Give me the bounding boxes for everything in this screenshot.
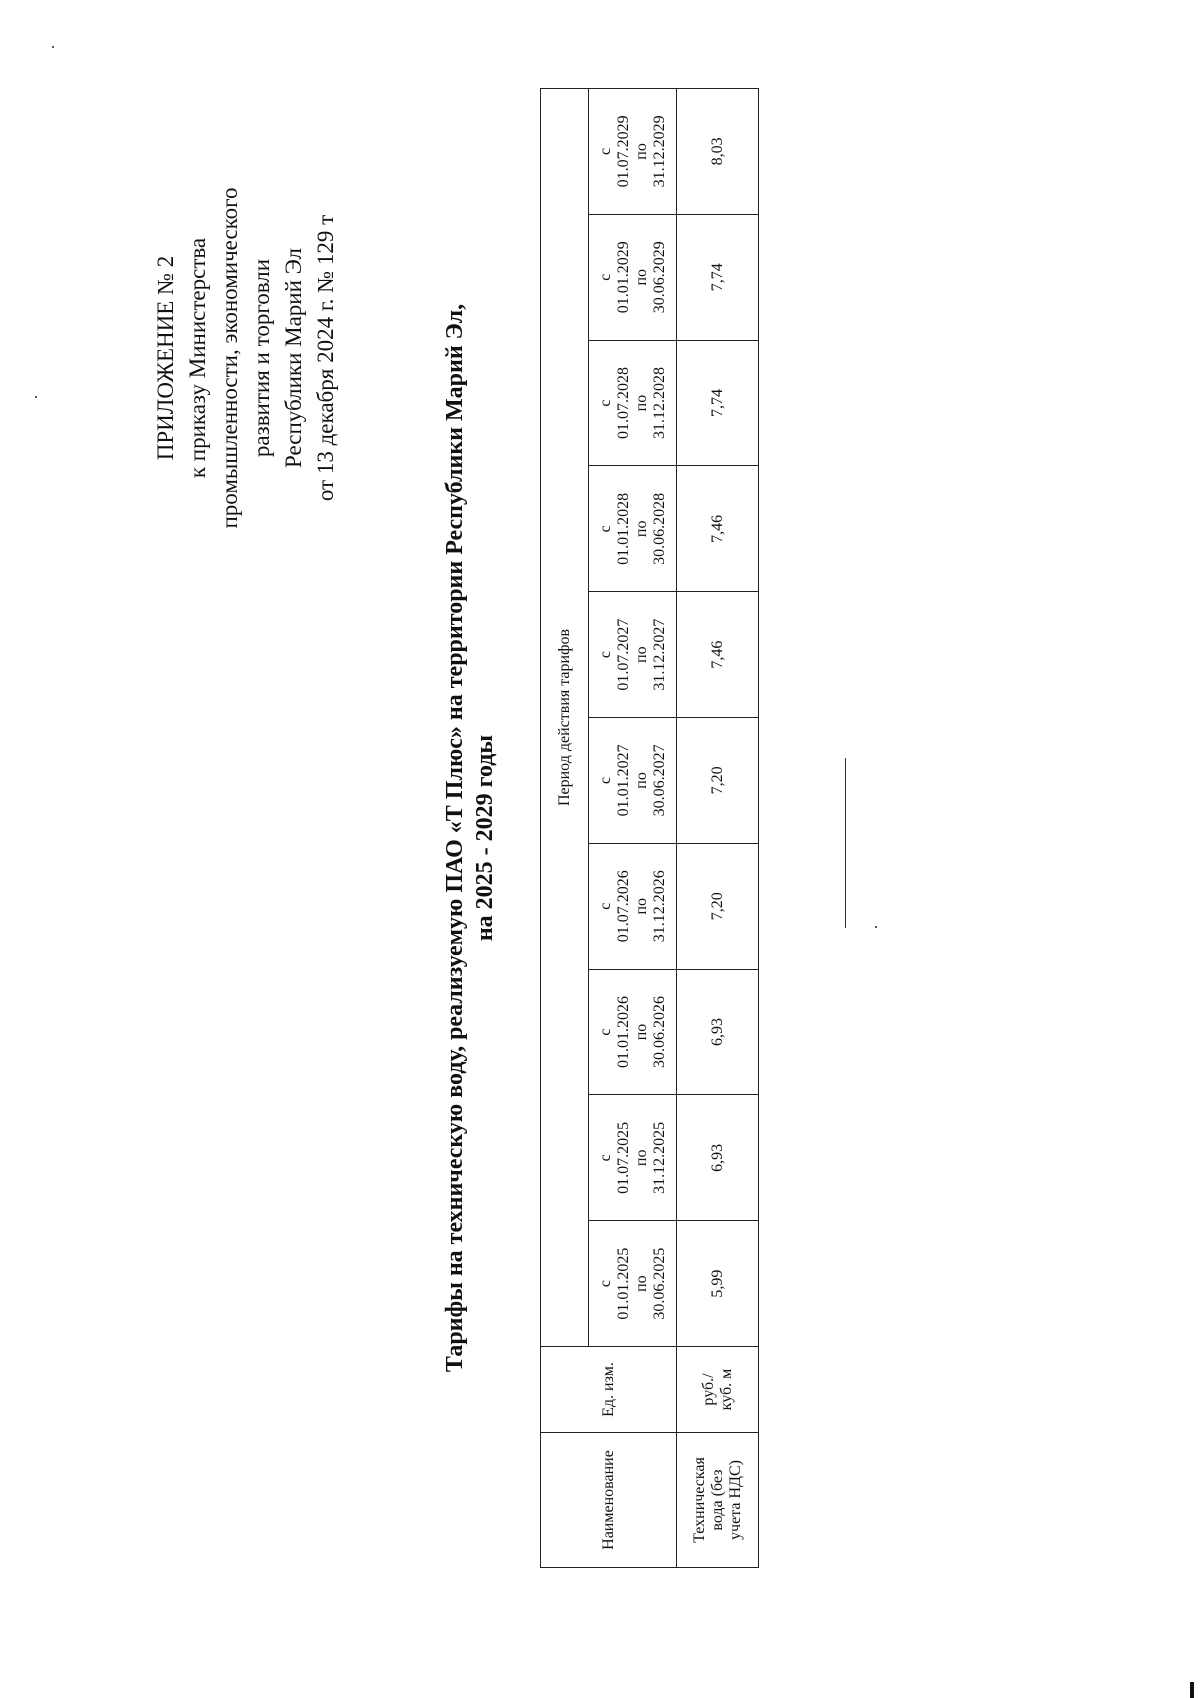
period-end: 30.06.2027 (650, 744, 668, 817)
scan-speck (875, 926, 877, 928)
tariff-value: 7,46 (677, 466, 759, 592)
tariff-value: 7,20 (677, 718, 759, 844)
appendix-order-date: от 13 декабря 2024 г. № 129 т (313, 214, 338, 502)
appendix-line: к приказу Министерства (185, 237, 210, 479)
period-from: с (596, 525, 614, 533)
tariff-value: 7,20 (677, 843, 759, 969)
period-from: с (596, 651, 614, 659)
period-end: 31.12.2025 (650, 1121, 668, 1194)
period-to: по (632, 646, 650, 663)
period-start: 01.01.2027 (614, 744, 632, 817)
period-from: с (596, 1280, 614, 1288)
period-to: по (632, 1275, 650, 1292)
heading-line-1: Тарифы на техническую воду, реализуемую ПАО «Т Плюс» на территории Республики Марий Эл, (442, 303, 468, 1373)
period-start: 01.07.2026 (614, 870, 632, 943)
period-cell (589, 466, 677, 592)
scan-speck (52, 46, 54, 48)
period-to: по (632, 520, 650, 538)
period-end: 30.06.2028 (650, 492, 668, 565)
period-start: 01.01.2026 (614, 996, 632, 1069)
period-header: Период действия тарифов (555, 628, 573, 807)
period-end: 31.12.2028 (650, 367, 668, 440)
period-cell (589, 592, 677, 718)
period-to: по (632, 897, 650, 915)
period-start: 01.07.2028 (614, 367, 632, 440)
period-cell (589, 1095, 677, 1221)
period-from: с (596, 1028, 614, 1036)
period-from: с (596, 399, 614, 407)
tariff-value: 6,93 (677, 969, 759, 1095)
appendix-line: промышленности, экономического (217, 187, 242, 529)
appendix-line: развития и торговли (249, 258, 274, 458)
period-cell (589, 843, 677, 969)
period-to: по (632, 1149, 650, 1167)
period-end: 31.12.2026 (650, 870, 668, 943)
name-header-cell (541, 1433, 677, 1568)
table-header-row (541, 89, 589, 1568)
row-unit-line: руб./ (699, 1373, 717, 1406)
period-end: 31.12.2029 (650, 115, 668, 188)
period-cell (589, 340, 677, 466)
period-from: с (596, 1154, 614, 1162)
period-start: 01.01.2028 (614, 492, 632, 565)
period-from: с (596, 273, 614, 281)
separator-line (845, 758, 846, 928)
tariff-value: 5,99 (677, 1221, 759, 1347)
period-cell (589, 718, 677, 844)
period-start: 01.07.2029 (614, 115, 632, 188)
period-end: 31.12.2027 (650, 618, 668, 691)
period-to: по (632, 1023, 650, 1041)
unit-header-cell (541, 1347, 677, 1433)
appendix-title: ПРИЛОЖЕНИЕ № 2 (153, 255, 178, 461)
period-cell (589, 969, 677, 1095)
tariff-value: 7,46 (677, 592, 759, 718)
period-to: по (632, 268, 650, 286)
period-cell (589, 89, 677, 215)
name-header: Наименование (599, 1450, 617, 1550)
period-to: по (632, 394, 650, 412)
period-row (589, 89, 677, 1568)
appendix-line: Республики Марий Эл (281, 247, 306, 469)
row-name-line: Техническая (690, 1457, 708, 1543)
unit-header: Ед. изм. (599, 1362, 617, 1417)
period-start: 01.07.2027 (614, 618, 632, 691)
document-heading (440, 58, 500, 1618)
row-unit-line: куб. м (717, 1368, 735, 1411)
period-end: 30.06.2029 (650, 241, 668, 314)
period-from: с (596, 776, 614, 784)
row-name-cell (677, 1433, 759, 1568)
tariff-table (540, 88, 759, 1568)
row-name-line: учета НДС) (726, 1460, 744, 1540)
period-start: 01.01.2025 (614, 1247, 632, 1320)
appendix-block (150, 98, 342, 618)
heading-line-2: на 2025 - 2029 годы (472, 734, 498, 942)
period-from: с (596, 147, 614, 155)
period-cell (589, 214, 677, 340)
period-start: 01.07.2025 (614, 1121, 632, 1194)
period-header-cell (541, 89, 589, 1347)
scan-edge-mark (1190, 1682, 1194, 1698)
period-start: 01.01.2029 (614, 241, 632, 314)
row-name-line: вода (без (708, 1469, 726, 1531)
period-to: по (632, 143, 650, 160)
period-end: 30.06.2025 (650, 1247, 668, 1320)
tariff-value: 8,03 (677, 89, 759, 215)
row-unit-cell (677, 1347, 759, 1433)
tariff-value: 6,93 (677, 1095, 759, 1221)
value-row (677, 89, 759, 1568)
tariff-value: 7,74 (677, 214, 759, 340)
period-cell (589, 1221, 677, 1347)
period-from: с (596, 902, 614, 910)
period-end: 30.06.2026 (650, 996, 668, 1069)
tariff-value: 7,74 (677, 340, 759, 466)
period-to: по (632, 772, 650, 789)
scan-speck (35, 396, 37, 398)
